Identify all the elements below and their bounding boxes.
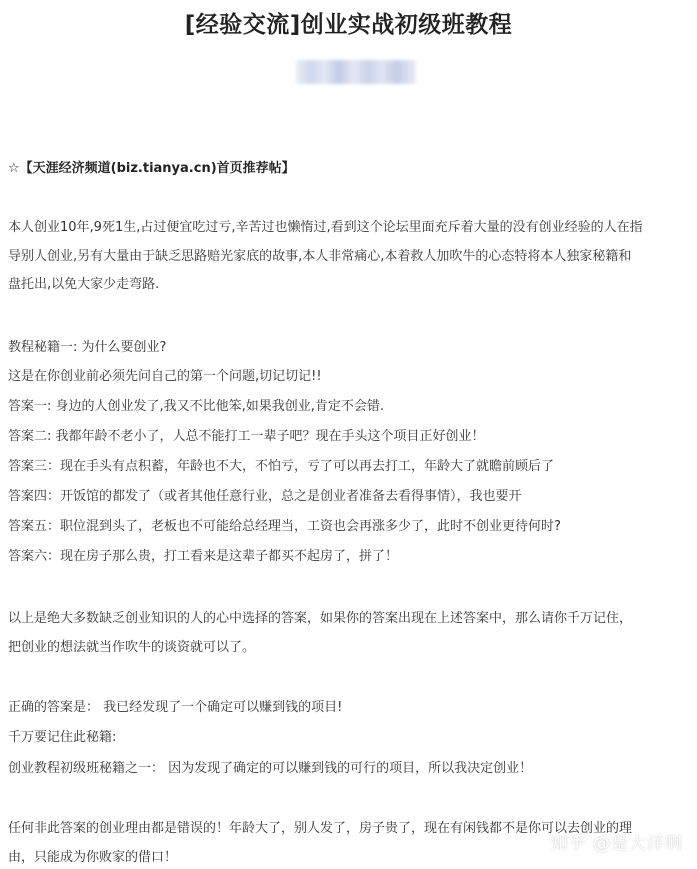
recommend-badge: ☆【天涯经济频道(biz.tianya.cn)首页推荐帖】 xyxy=(8,161,295,176)
intro-line-2: 导别人创业,另有大量由于缺乏思路赔光家底的故事,本人非常痛心,本着救人加吹牛的心态特将本人独家秘籍和 xyxy=(8,249,632,264)
answer-4: 答案四：开饭馆的都发了（或者其他任意行业，总之是创业者准备去看得事情），我也要开 xyxy=(8,489,522,504)
conclusion-line-2: 把创业的想法就当作吹牛的谈资就可以了。 xyxy=(8,640,256,655)
secret-one-heading: 教程秘籍一: 为什么要创业? xyxy=(8,340,167,355)
intro-line-3: 盘托出,以免大家少走弯路. xyxy=(8,277,160,292)
answer-5: 答案五：职位混到头了，老板也不可能给总经理当，工资也会再涨多少了，此时不创业更待何时? xyxy=(8,519,561,534)
answer-1: 答案一: 身边的人创业发了,我又不比他笨,如果我创业,肯定不会错. xyxy=(8,399,385,414)
secret-quote: 创业教程初级班秘籍之一： 因为发现了确定的可以赚到钱的可行的项目，所以我决定创业！ xyxy=(8,761,533,776)
zhihu-watermark: 知乎 @是大洋啊 xyxy=(550,834,683,854)
final-line-2: 由，只能成为你败家的借口！ xyxy=(8,850,178,865)
answer-3: 答案三：现在手头有点积蓄，年龄也不大，不怕亏，亏了可以再去打工，年龄大了就瞻前顾后了 xyxy=(8,459,555,474)
answer-6: 答案六：现在房子那么贵，打工看来是这辈子都买不起房了，拼了！ xyxy=(8,549,399,564)
blurred-author xyxy=(296,60,416,84)
article-title: [经验交流]创业实战初级班教程 xyxy=(184,12,513,38)
remember-line: 千万要记住此秘籍: xyxy=(8,730,117,745)
final-line-1: 任何非此答案的创业理由都是错误的！年龄大了，别人发了，房子贵了，现在有闲钱都不是你可以去创业的理 xyxy=(8,821,633,836)
answer-2: 答案二: 我都年龄不老小了，人总不能打工一辈子吧？现在手头这个项目正好创业！ xyxy=(8,429,485,444)
intro-line-1: 本人创业10年,9死1生,占过便宜吃过亏,辛苦过也懒惰过,看到这个论坛里面充斥着大量的没有创业经验的人在指 xyxy=(8,220,643,235)
first-question: 这是在你创业前必须先问自己的第一个问题,切记切记!! xyxy=(8,369,322,384)
conclusion-line-1: 以上是绝大多数缺乏创业知识的人的心中选择的答案，如果你的答案出现在上述答案中，那么请你千万记住， xyxy=(8,611,633,626)
correct-answer: 正确的答案是： 我已经发现了一个确定可以赚到钱的项目! xyxy=(8,700,343,715)
